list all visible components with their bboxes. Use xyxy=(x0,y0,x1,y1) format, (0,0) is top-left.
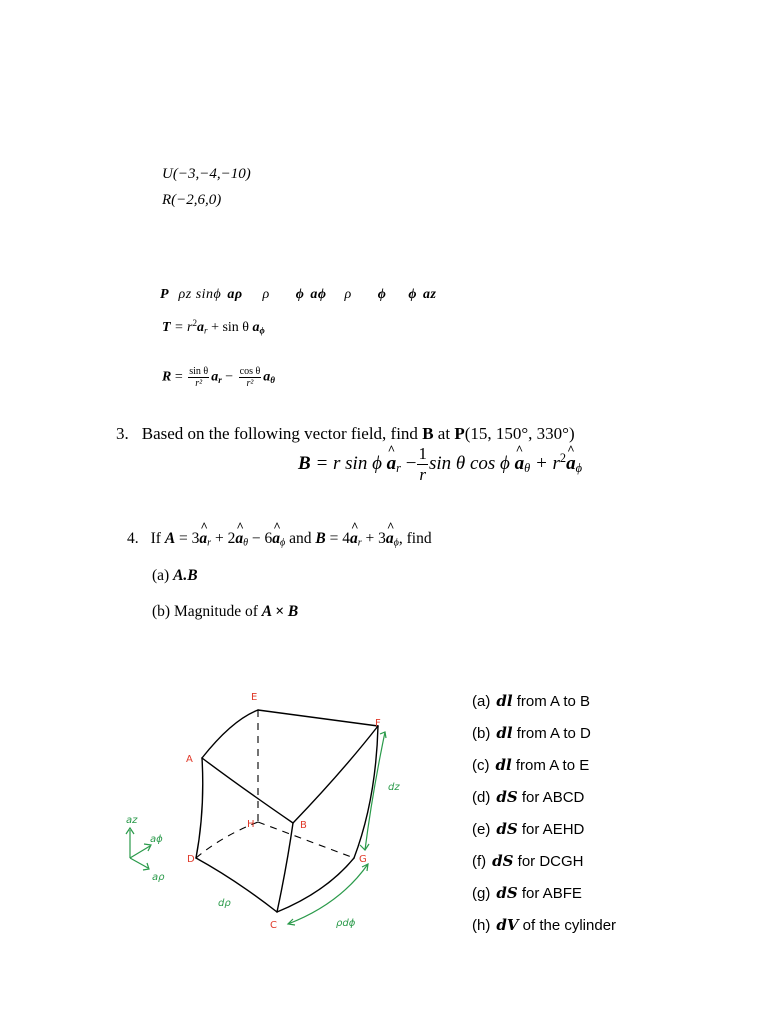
question-3 xyxy=(116,424,575,444)
q4-and: and xyxy=(285,530,316,547)
vertex-label-b: B xyxy=(300,820,307,831)
q4-a-phi-2: ^ a xyxy=(386,530,394,548)
eq-r-lhs: R xyxy=(162,369,172,385)
q3-eq-a-r: ^ a xyxy=(387,453,397,475)
q4-a-r: ^ a xyxy=(199,530,207,548)
q3-eq-a-phi: ^ a xyxy=(566,453,576,475)
edge-bc xyxy=(277,823,293,912)
vertex-label-d: D xyxy=(187,854,195,865)
part-item xyxy=(472,850,616,882)
q3-eq-fraction xyxy=(417,444,428,485)
dimension-label-drho: dρ xyxy=(218,898,231,909)
vertex-labels xyxy=(186,692,381,931)
part-text: from A to B xyxy=(512,693,591,710)
eq-r-minus: − xyxy=(221,369,237,385)
part-label: (d) xyxy=(472,789,491,806)
eq-p-lhs: P xyxy=(160,287,169,302)
eq-r-fraction-2 xyxy=(239,366,262,389)
edge-ef xyxy=(258,710,378,726)
eq-p-phi-3: ϕ xyxy=(408,287,417,302)
q3-eq-plus: + r xyxy=(530,452,560,474)
dz-arrow xyxy=(365,732,385,850)
edge-ae xyxy=(202,710,258,758)
part-symbol: dS xyxy=(496,820,518,838)
question-4 xyxy=(127,530,432,549)
vertex-label-g: G xyxy=(359,854,367,865)
q4-number: 4. xyxy=(127,530,139,547)
q4-a-phi: ^ a xyxy=(272,530,280,548)
vertex-label-h: H xyxy=(247,819,255,830)
eq-r-fraction-1 xyxy=(188,366,209,389)
q3-eq-square: 2 xyxy=(559,451,567,466)
q4-r-sub-2: r xyxy=(357,537,362,549)
part-label: (f) xyxy=(472,853,487,870)
part-text: for ABFE xyxy=(517,885,582,902)
part-label: (g) xyxy=(472,885,491,902)
eq-p-rho-2: ρ xyxy=(344,287,352,302)
part-text: from A to E xyxy=(511,757,590,774)
diagram-hidden-edges xyxy=(196,710,354,858)
eq-t-plus-sin: + sin θ xyxy=(207,320,253,335)
q3-eq-r-sub: r xyxy=(396,460,401,475)
dz-arrowhead-bottom-icon xyxy=(360,844,369,850)
part-symbol: dl xyxy=(496,692,513,710)
part-symbol: dS xyxy=(492,852,514,870)
equation-r xyxy=(162,366,275,389)
eq-p-phi-2: ϕ xyxy=(377,287,387,302)
axis-label-aphi: aϕ xyxy=(150,834,163,845)
part-symbol: dV xyxy=(496,916,519,934)
edge-ad xyxy=(196,758,203,858)
q4-if: If xyxy=(150,530,165,547)
part-label: (a) xyxy=(472,693,491,710)
eq-t-square: 2 xyxy=(192,318,198,328)
eq-p-rho: ρ xyxy=(262,287,270,302)
q3-eq-frac-den: r xyxy=(419,465,427,484)
q3-eq-frac-num: 1 xyxy=(418,444,427,463)
part-item xyxy=(472,754,616,786)
parts-list xyxy=(472,690,616,946)
part-label: (b) xyxy=(472,725,491,742)
eq-r-r-sub: r xyxy=(218,374,222,385)
eq-r-num-1: sin θ xyxy=(189,366,209,377)
eq-p-a-phi: aϕ xyxy=(310,287,327,302)
part-text: for DCGH xyxy=(513,853,584,870)
part-item xyxy=(472,818,616,850)
part-label: (c) xyxy=(472,757,490,774)
part-item xyxy=(472,690,616,722)
q4-find: , find xyxy=(398,530,432,547)
q4-eq1: = 3 xyxy=(175,530,200,547)
q4-a-r-2: ^ a xyxy=(350,530,358,548)
diagram-edges xyxy=(196,710,378,912)
part-item xyxy=(472,722,616,754)
dz-arrowhead-top-icon xyxy=(380,732,386,738)
q3-text-b: at xyxy=(433,424,455,443)
q3-number: 3. xyxy=(116,424,129,443)
eq-t-phi-sub: ϕ xyxy=(259,325,265,336)
q3-text-c: (15, 150°, 330°) xyxy=(464,424,575,443)
q3-p: P xyxy=(454,424,465,443)
part-text: of the cylinder xyxy=(518,917,617,934)
point-u: U(−3,−4,−10) xyxy=(162,166,251,182)
part-label: (h) xyxy=(472,917,491,934)
dimension-label-rho-dphi: ρdϕ xyxy=(336,918,356,929)
eq-t-a-r: a xyxy=(197,320,205,335)
q3-eq-minus: − xyxy=(400,452,417,474)
eq-r-theta-sub: θ xyxy=(270,374,276,385)
vertex-label-a: A xyxy=(186,754,193,765)
q4-phi-sub-2: ϕ xyxy=(393,537,399,549)
eq-p-term: ρz sinϕ xyxy=(178,287,222,302)
part-symbol: dS xyxy=(496,788,518,806)
part-symbol: dS xyxy=(496,884,518,902)
q4-r-sub: r xyxy=(207,537,212,549)
q4-part-b xyxy=(152,603,298,621)
q4-b: B xyxy=(315,530,326,547)
eq-t-r-sub: r xyxy=(204,325,208,336)
q3-eq-theta-sub: θ xyxy=(524,460,531,475)
eq-r-den-1: r² xyxy=(195,378,203,389)
equation-p xyxy=(160,287,436,303)
eq-p-a-z: az xyxy=(422,287,437,302)
eq-r-num-2: cos θ xyxy=(239,366,261,377)
q4-plus3: + 3 xyxy=(361,530,386,547)
q4-a-theta: ^ a xyxy=(235,530,243,548)
q3-eq-lhs: B xyxy=(298,452,311,474)
q3-eq-mid: = r sin ϕ xyxy=(310,452,387,474)
part-item xyxy=(472,882,616,914)
q4-part-a xyxy=(152,567,198,585)
part-text: for ABCD xyxy=(517,789,585,806)
eq-t-a-phi: a xyxy=(252,320,260,335)
q4-plus2: + 2 xyxy=(211,530,236,547)
axis-label-arho: aρ xyxy=(152,872,165,883)
cylinder-sector-diagram xyxy=(110,680,430,940)
point-r: R(−2,6,0) xyxy=(162,192,222,208)
vertex-label-c: C xyxy=(270,920,277,931)
part-text: for AEHD xyxy=(517,821,585,838)
q3-eq-sin-cos: sin θ cos ϕ xyxy=(428,452,515,474)
q4-part-b-label: (b) Magnitude of xyxy=(152,603,262,620)
part-label: (e) xyxy=(472,821,491,838)
q4-phi-sub: ϕ xyxy=(280,537,286,549)
q4-part-a-label: (a) xyxy=(152,567,174,584)
eq-r-a-theta: a xyxy=(263,369,271,385)
part-item xyxy=(472,786,616,818)
part-text: from A to D xyxy=(512,725,591,742)
q3-text-a: Based on the following vector field, find xyxy=(141,424,423,443)
dimension-label-dz: dz xyxy=(388,782,400,793)
axis-rho-line xyxy=(130,858,148,868)
q4-minus6: − 6 xyxy=(248,530,273,547)
vertex-label-e: E xyxy=(251,692,258,703)
vertex-label-f: F xyxy=(375,718,381,729)
q3-equation xyxy=(298,444,582,485)
equation-t xyxy=(162,318,265,336)
eq-t-lhs: T xyxy=(162,320,171,335)
q3-eq-a-theta: ^ a xyxy=(515,453,525,475)
q4-part-b-expr: A × B xyxy=(261,603,299,620)
eq-p-phi: ϕ xyxy=(295,287,305,302)
edge-dc xyxy=(196,858,277,912)
edge-ab xyxy=(202,758,293,823)
axis-phi-line xyxy=(130,846,150,858)
q4-part-a-expr: A.B xyxy=(173,567,198,584)
eq-r-den-2: r² xyxy=(246,378,254,389)
q4-eq2: = 4 xyxy=(325,530,350,547)
axis-label-az: az xyxy=(126,815,138,826)
part-symbol: dl xyxy=(495,756,512,774)
edge-cg xyxy=(277,858,354,912)
q4-theta-sub: θ xyxy=(243,537,249,549)
eq-r-equals: = xyxy=(171,369,187,385)
q3-b: B xyxy=(422,424,434,443)
q3-eq-phi-sub: ϕ xyxy=(575,460,582,475)
part-symbol: dl xyxy=(496,724,513,742)
edge-bf xyxy=(293,726,378,823)
eq-p-a-rho: aρ xyxy=(227,287,243,302)
eq-r-a-r: a xyxy=(211,369,219,385)
rho-dphi-arrow xyxy=(288,864,368,924)
part-item xyxy=(472,914,616,946)
q4-a: A xyxy=(164,530,176,547)
eq-t-equals: = r xyxy=(170,320,193,335)
